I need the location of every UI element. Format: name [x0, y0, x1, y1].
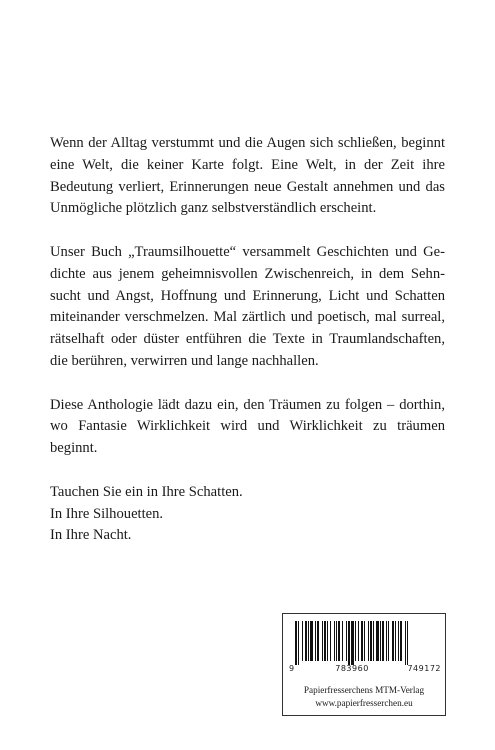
- barcode-bar: [382, 621, 384, 661]
- barcode-bar: [308, 621, 309, 661]
- barcode-bar: [310, 621, 313, 661]
- barcode-bar: [317, 621, 319, 661]
- barcode-bar: [302, 621, 303, 661]
- closing-line-3: In Ihre Nacht.: [50, 527, 132, 544]
- barcode-bar: [315, 621, 316, 661]
- barcode-bar: [392, 621, 394, 661]
- barcode-bar: [361, 621, 363, 661]
- barcode-bar: [336, 621, 337, 661]
- blurb-paragraph-3: Diese Anthologie lädt dazu ein, den Träumen zu folgen – dorthin, wo Fantasie Wirklichkeit wird und Wirklichkeit zu träumen beginnt.: [50, 396, 445, 457]
- barcode-bar: [405, 621, 406, 665]
- barcode-bar: [368, 621, 369, 661]
- barcode-bar: [370, 621, 372, 661]
- barcode-digits: [289, 664, 441, 673]
- blurb-text: [50, 133, 445, 547]
- barcode-bar: [386, 621, 387, 661]
- barcode-bar: [330, 621, 331, 661]
- blurb-paragraph-2: Unser Buch „Traumsilhouette“ versammelt Geschichten und Gedichte aus jenem geheimnisvollen Zwischenreich, in dem Sehnsucht und Angst, Hoffnung und Erinnerung, Licht und Schatten miteinander verschmelzen. Mal zärtlich und poetisch, mal surreal, rätselhaft oder düster entführen die Texte in Traumlandschaften, die berühren, verwirren und lange nachhallen.: [50, 243, 445, 369]
- barcode-bar: [342, 621, 343, 661]
- barcode-label: [282, 613, 446, 716]
- barcode-bar: [376, 621, 379, 661]
- barcode-bar: [327, 621, 328, 661]
- barcode-bar: [373, 621, 374, 661]
- closing-lines: [50, 482, 445, 547]
- publisher-info: [283, 684, 445, 709]
- barcode-bar: [305, 621, 307, 661]
- barcode-bar: [358, 621, 359, 661]
- barcode-bar: [395, 621, 396, 661]
- barcode-bar: [348, 621, 350, 665]
- publisher-name: Papierfresserchens MTM-Verlag: [303, 685, 425, 695]
- barcode-bar: [355, 621, 356, 661]
- barcode-bar: [398, 621, 399, 661]
- barcode-bar: [324, 621, 326, 661]
- barcode-bar: [338, 621, 340, 661]
- barcode-digits-left: 783960: [335, 664, 369, 673]
- barcode-bar: [407, 621, 408, 665]
- barcode-digit-first: 9: [289, 664, 295, 673]
- barcode-bar: [322, 621, 323, 661]
- isbn-barcode-icon: [293, 621, 437, 665]
- barcode-bar: [364, 621, 365, 661]
- barcode-bar: [298, 621, 299, 665]
- blurb-paragraph-1: Wenn der Alltag verstummt und die Augen sich schließen, beginnt eine Welt, die keiner Karte folgt. Eine Welt, in der Zeit ihre Bedeutung verliert, Erinnerungen neue Gestalt annehmen und das Unmögliche plötzlich ganz selbstverständlich erscheint.: [50, 135, 445, 217]
- closing-line-1: Tauchen Sie ein in Ihre Schatten.: [50, 483, 243, 500]
- closing-line-2: In Ihre Silhouetten.: [50, 505, 164, 522]
- barcode-bar: [380, 621, 381, 661]
- barcode-bar: [295, 621, 297, 665]
- barcode-bar: [346, 621, 347, 661]
- barcode-bar: [388, 621, 389, 661]
- barcode-bar: [334, 621, 335, 661]
- barcode-bar: [351, 621, 354, 665]
- barcode-digits-right: 749172: [407, 664, 441, 673]
- barcode-bar: [400, 621, 402, 661]
- publisher-url: www.papierfresserchen.eu: [315, 697, 413, 708]
